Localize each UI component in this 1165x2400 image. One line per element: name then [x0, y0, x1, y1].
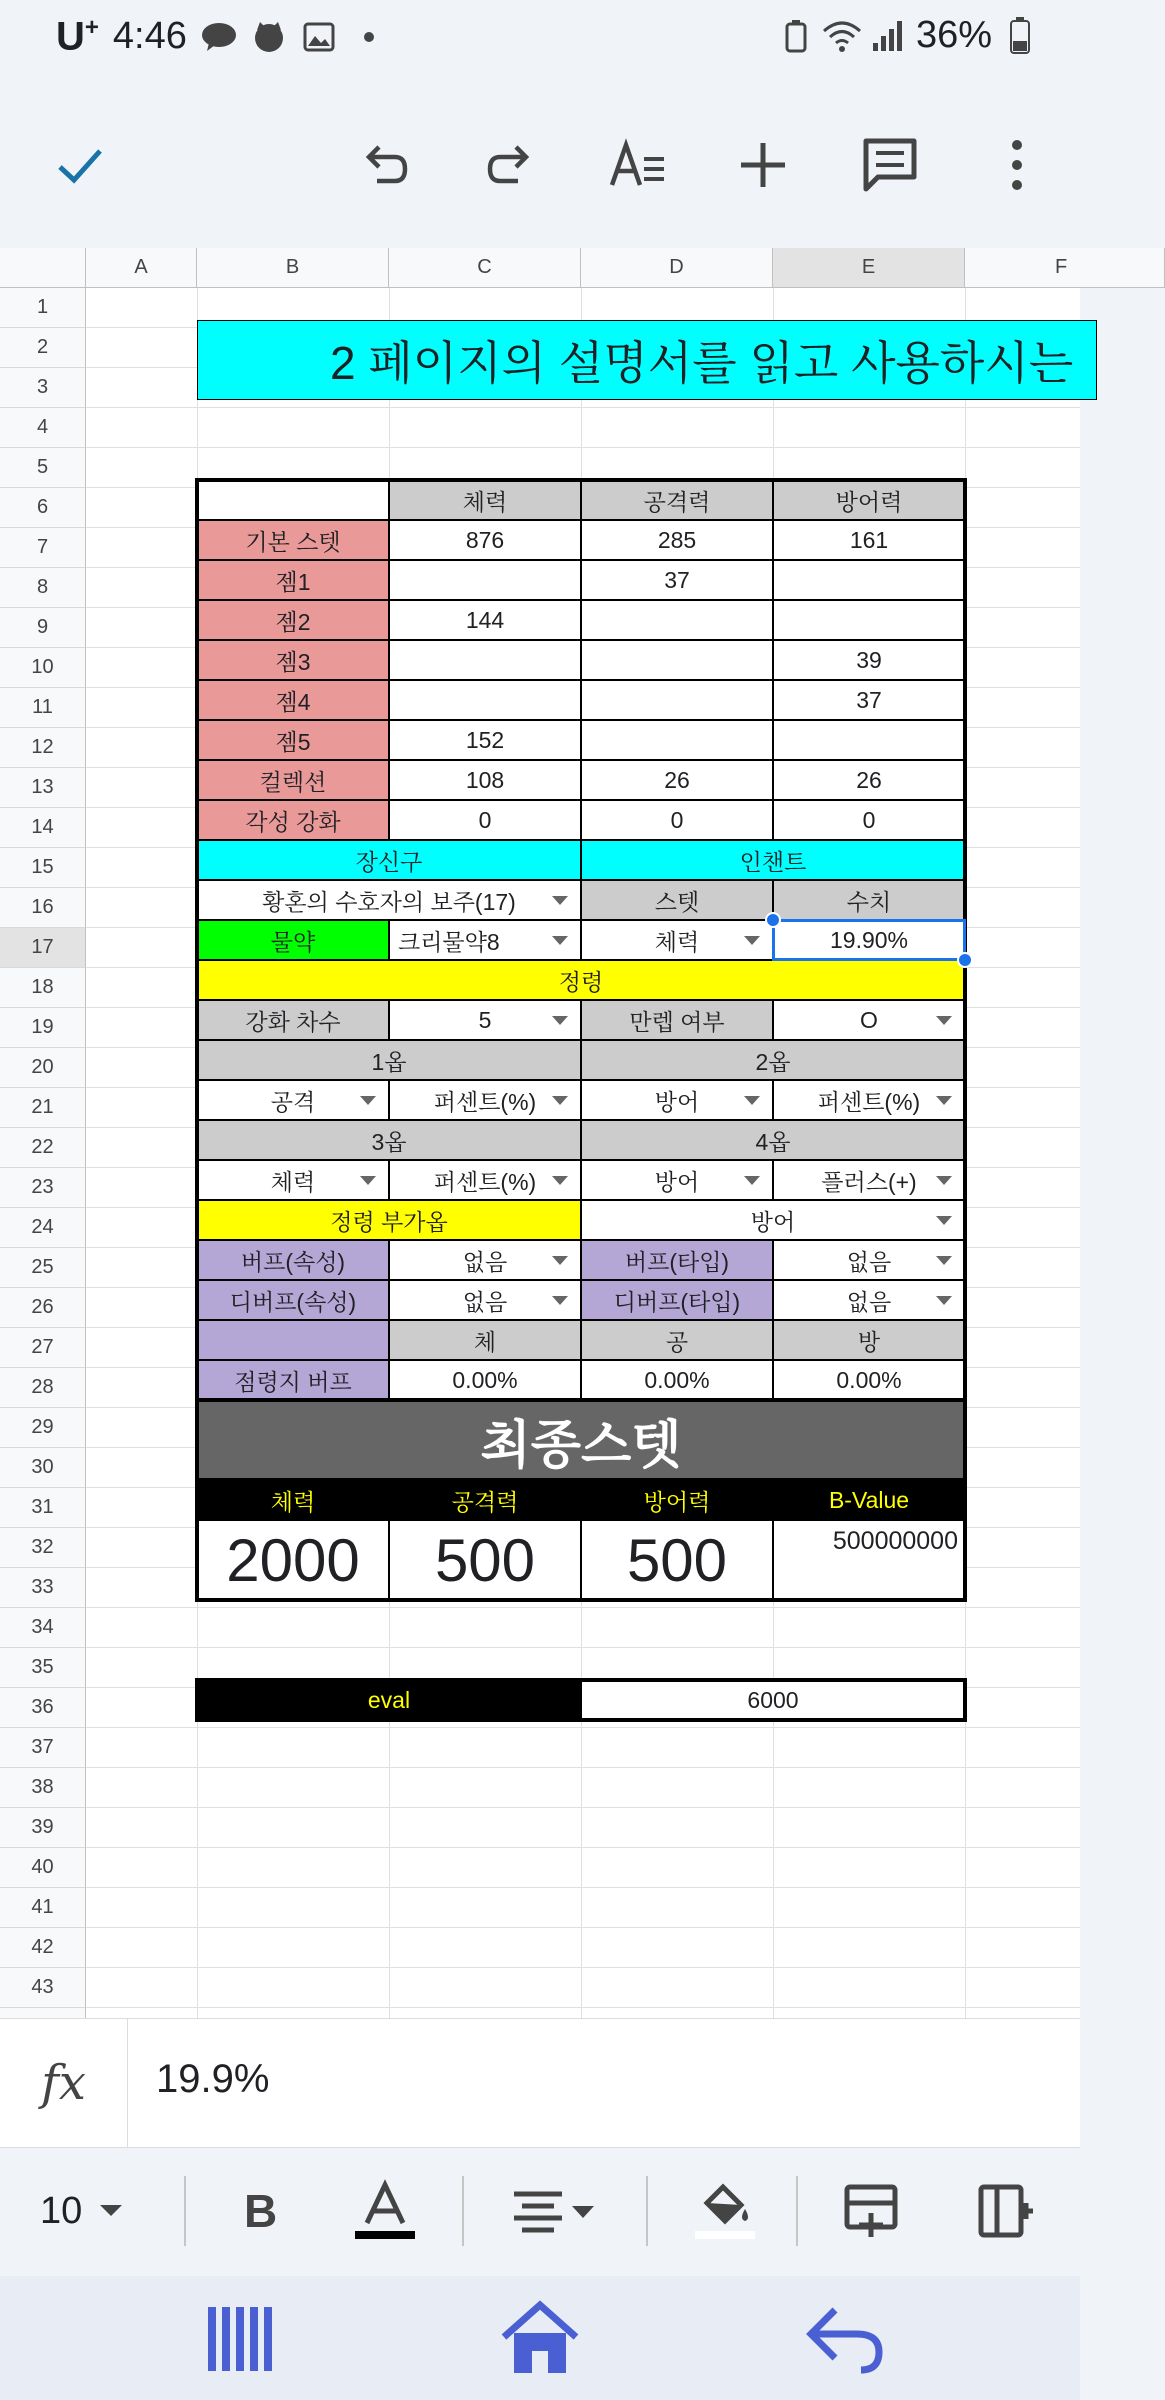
row-header-27[interactable]: 27: [0, 1328, 86, 1368]
separator: [646, 2176, 648, 2246]
row-header-26[interactable]: 26: [0, 1288, 86, 1328]
carrier-label: U+: [56, 14, 99, 59]
row-header-3[interactable]: 3: [0, 368, 86, 408]
undo-icon[interactable]: [340, 120, 430, 210]
opt2-type-dropdown[interactable]: 방어: [581, 1080, 773, 1120]
row-header-25[interactable]: 25: [0, 1248, 86, 1288]
occupation-atk[interactable]: 0.00%: [581, 1360, 773, 1400]
row-header-43[interactable]: 43: [0, 1968, 86, 2008]
debuff-attr-dropdown[interactable]: 없음: [389, 1280, 581, 1320]
debuff-type-label[interactable]: 디버프(타입): [581, 1280, 773, 1320]
grid-line: [86, 407, 1080, 408]
enchant-amount-cell[interactable]: 19.90%: [773, 920, 965, 960]
row-header-6[interactable]: 6: [0, 488, 86, 528]
row-header-16[interactable]: 16: [0, 888, 86, 928]
enhance-label[interactable]: 강화 차수: [197, 1000, 389, 1040]
opt3-mode-dropdown[interactable]: 퍼센트(%): [389, 1160, 581, 1200]
row-header-28[interactable]: 28: [0, 1368, 86, 1408]
cell-selection[interactable]: [772, 919, 966, 961]
stat-cell[interactable]: 152: [389, 720, 581, 760]
stat-row-label[interactable]: 젬1: [197, 560, 389, 600]
battery-icon: [1002, 18, 1038, 54]
svg-text:B: B: [244, 2185, 278, 2237]
column-header-e[interactable]: E: [773, 248, 965, 288]
separator: [796, 2176, 798, 2246]
opt1-header[interactable]: 1옵: [197, 1040, 581, 1080]
row-header-19[interactable]: 19: [0, 1008, 86, 1048]
row-header-33[interactable]: 33: [0, 1568, 86, 1608]
row-header-4[interactable]: 4: [0, 408, 86, 448]
stat-row-label[interactable]: 컬렉션: [197, 760, 389, 800]
spreadsheet-grid[interactable]: [0, 248, 1080, 2018]
final-header-atk[interactable]: 공격력: [389, 1480, 581, 1520]
row-header-12[interactable]: 12: [0, 728, 86, 768]
row-header-31[interactable]: 31: [0, 1488, 86, 1528]
stat-cell[interactable]: [581, 680, 773, 720]
grid-line: [86, 1807, 1080, 1808]
text-color-icon[interactable]: [340, 2166, 430, 2256]
gallery-notification-icon: [301, 19, 337, 55]
stat-cell[interactable]: [581, 600, 773, 640]
row-header-17[interactable]: 17: [0, 928, 86, 968]
grid-line: [965, 288, 966, 2018]
stat-header-empty[interactable]: [197, 480, 389, 520]
insert-row-icon[interactable]: [826, 2166, 916, 2256]
equipment-header[interactable]: 장신구: [197, 840, 581, 880]
eval-label[interactable]: eval: [197, 1680, 581, 1720]
opt1-type-dropdown[interactable]: 공격: [197, 1080, 389, 1120]
final-hp-value[interactable]: 2000: [197, 1520, 389, 1600]
row-header-20[interactable]: 20: [0, 1048, 86, 1088]
debuff-attr-label[interactable]: 디버프(속성): [197, 1280, 389, 1320]
battery-percent: 36%: [915, 14, 992, 56]
grid-line: [86, 1967, 1080, 1968]
row-header-8[interactable]: 8: [0, 568, 86, 608]
stat-cell[interactable]: [773, 560, 965, 600]
opt3-type-dropdown[interactable]: 체력: [197, 1160, 389, 1200]
stat-row-label[interactable]: 젬2: [197, 600, 389, 640]
opt4-header[interactable]: 4옵: [581, 1120, 965, 1160]
stat-cell[interactable]: [389, 560, 581, 600]
short-def-header[interactable]: 방: [773, 1320, 965, 1360]
stat-cell[interactable]: 161: [773, 520, 965, 560]
accessory-dropdown[interactable]: 황혼의 수호자의 보주(17): [197, 880, 581, 920]
stat-cell[interactable]: 39: [773, 640, 965, 680]
debuff-type-dropdown[interactable]: 없음: [773, 1280, 965, 1320]
grid-line: [86, 447, 1080, 448]
row-header-30[interactable]: 30: [0, 1448, 86, 1488]
wifi-icon: [824, 18, 860, 54]
stat-cell[interactable]: 108: [389, 760, 581, 800]
insert-column-icon[interactable]: [960, 2166, 1050, 2256]
column-header-c[interactable]: C: [389, 248, 581, 288]
stat-cell[interactable]: 26: [581, 760, 773, 800]
stat-cell[interactable]: [773, 600, 965, 640]
stat-header-atk[interactable]: 공격력: [581, 480, 773, 520]
row-header-10[interactable]: 10: [0, 648, 86, 688]
row-header-38[interactable]: 38: [0, 1768, 86, 1808]
add-icon[interactable]: [718, 120, 808, 210]
stat-cell[interactable]: 37: [773, 680, 965, 720]
row-header-2[interactable]: 2: [0, 328, 86, 368]
row-header-36[interactable]: 36: [0, 1688, 86, 1728]
font-size-value: 10: [40, 2189, 83, 2232]
grid-line: [86, 1847, 1080, 1848]
grid-line: [86, 1607, 1080, 1608]
selection-handle-start[interactable]: [765, 912, 781, 928]
row-header-41[interactable]: 41: [0, 1888, 86, 1928]
stat-row-label[interactable]: 각성 강화: [197, 800, 389, 840]
align-icon[interactable]: [500, 2166, 610, 2256]
potion-dropdown[interactable]: 크리물약8: [389, 920, 581, 960]
short-hp-header[interactable]: 체: [389, 1320, 581, 1360]
formula-input[interactable]: 19.9%: [156, 2057, 270, 2101]
formula-bar[interactable]: [0, 2018, 1080, 2148]
buff-type-dropdown[interactable]: 없음: [773, 1240, 965, 1280]
row-header-40[interactable]: 40: [0, 1848, 86, 1888]
enhance-dropdown[interactable]: 5: [389, 1000, 581, 1040]
grid-line: [86, 1647, 1080, 1648]
opt3-header[interactable]: 3옵: [197, 1120, 581, 1160]
stat-cell[interactable]: 0: [581, 800, 773, 840]
row-header-23[interactable]: 23: [0, 1168, 86, 1208]
enchant-stat-header[interactable]: 스텟: [581, 880, 773, 920]
opt2-header[interactable]: 2옵: [581, 1040, 965, 1080]
comment-icon[interactable]: [845, 120, 935, 210]
eval-value[interactable]: 6000: [581, 1680, 965, 1720]
buff-type-label[interactable]: 버프(타입): [581, 1240, 773, 1280]
stat-cell[interactable]: [389, 640, 581, 680]
column-header-f[interactable]: F: [965, 248, 1165, 288]
chevron-down-icon: [98, 2203, 124, 2219]
back-icon[interactable]: [795, 2294, 895, 2384]
row-header-42[interactable]: 42: [0, 1928, 86, 1968]
opt4-mode-dropdown[interactable]: 플러스(+): [773, 1160, 965, 1200]
text-format-icon[interactable]: [593, 120, 683, 210]
row-header-35[interactable]: 35: [0, 1648, 86, 1688]
stat-cell[interactable]: 144: [389, 600, 581, 640]
enchant-value-header[interactable]: 수치: [773, 880, 965, 920]
clock: 4:46: [112, 15, 187, 58]
battery-saver-icon: [778, 18, 814, 54]
selection-handle-end[interactable]: [957, 952, 973, 968]
row-header-37[interactable]: 37: [0, 1728, 86, 1768]
final-bvalue[interactable]: 500000000: [773, 1520, 965, 1600]
bold-icon[interactable]: [215, 2166, 305, 2256]
stat-cell[interactable]: [581, 640, 773, 680]
grid-line: [86, 1887, 1080, 1888]
occupation-label[interactable]: 점령지 버프: [197, 1360, 389, 1400]
stat-cell[interactable]: 37: [581, 560, 773, 600]
fill-color-icon[interactable]: [680, 2166, 770, 2256]
sheet-title-banner[interactable]: 2 페이지의 설명서를 읽고 사용하시는: [197, 320, 1097, 400]
column-header-a[interactable]: A: [86, 248, 197, 288]
row-header-34[interactable]: 34: [0, 1608, 86, 1648]
check-icon[interactable]: [35, 120, 125, 210]
stat-row-label[interactable]: 젬4: [197, 680, 389, 720]
grid-line: [86, 1727, 1080, 1728]
more-vert-icon[interactable]: [972, 120, 1062, 210]
bottom-navigation: [0, 2276, 1080, 2400]
row-header-29[interactable]: 29: [0, 1408, 86, 1448]
stat-cell[interactable]: 876: [389, 520, 581, 560]
recent-apps-icon[interactable]: [190, 2294, 290, 2384]
column-header-d[interactable]: D: [581, 248, 773, 288]
fx-icon: fx: [0, 2019, 128, 2147]
row-header-24[interactable]: 24: [0, 1208, 86, 1248]
row-header-39[interactable]: 39: [0, 1808, 86, 1848]
row-header-13[interactable]: 13: [0, 768, 86, 808]
maxlevel-label[interactable]: 만렙 여부: [581, 1000, 773, 1040]
spirit-header[interactable]: 정령: [197, 960, 965, 1000]
maxlevel-dropdown[interactable]: O: [773, 1000, 965, 1040]
talk-notification-icon: [201, 19, 237, 55]
row-header-11[interactable]: 11: [0, 688, 86, 728]
stat-header-def[interactable]: 방어력: [773, 480, 965, 520]
separator: [184, 2176, 186, 2246]
editor-toolbar: [0, 100, 1080, 230]
buff-attr-dropdown[interactable]: 없음: [389, 1240, 581, 1280]
app-notification-icon: [251, 19, 287, 55]
grid-line: [86, 1927, 1080, 1928]
enchant-header[interactable]: 인챈트: [581, 840, 965, 880]
stat-cell[interactable]: [581, 720, 773, 760]
occupation-blank[interactable]: [197, 1320, 389, 1360]
short-atk-header[interactable]: 공: [581, 1320, 773, 1360]
occupation-hp[interactable]: 0.00%: [389, 1360, 581, 1400]
enchant-stat-dropdown[interactable]: 체력: [581, 920, 773, 960]
stat-cell[interactable]: 26: [773, 760, 965, 800]
format-bar: [0, 2148, 1080, 2274]
occupation-def[interactable]: 0.00%: [773, 1360, 965, 1400]
home-icon[interactable]: [490, 2294, 590, 2384]
signal-icon: [870, 18, 906, 54]
row-header-21[interactable]: 21: [0, 1088, 86, 1128]
grid-line: [86, 1767, 1080, 1768]
opt1-mode-dropdown[interactable]: 퍼센트(%): [389, 1080, 581, 1120]
final-header-def[interactable]: 방어력: [581, 1480, 773, 1520]
stat-cell[interactable]: 0: [389, 800, 581, 840]
select-all-corner[interactable]: [0, 248, 86, 288]
stat-cell[interactable]: [389, 680, 581, 720]
spirit-extra-label[interactable]: 정령 부가옵: [197, 1200, 581, 1240]
stat-cell[interactable]: 0: [773, 800, 965, 840]
stat-cell[interactable]: 285: [581, 520, 773, 560]
stat-row-label[interactable]: 젬3: [197, 640, 389, 680]
stat-cell[interactable]: [773, 720, 965, 760]
dot-icon: [351, 19, 387, 55]
potion-label[interactable]: 물약: [197, 920, 389, 960]
row-header-9[interactable]: 9: [0, 608, 86, 648]
opt2-mode-dropdown[interactable]: 퍼센트(%): [773, 1080, 965, 1120]
row-header-32[interactable]: 32: [0, 1528, 86, 1568]
row-header-18[interactable]: 18: [0, 968, 86, 1008]
column-header-b[interactable]: B: [197, 248, 389, 288]
buff-attr-label[interactable]: 버프(속성): [197, 1240, 389, 1280]
stat-row-label[interactable]: 젬5: [197, 720, 389, 760]
row-header-15[interactable]: 15: [0, 848, 86, 888]
separator: [462, 2176, 464, 2246]
font-size-select[interactable]: [40, 2166, 150, 2256]
row-header-1[interactable]: 1: [0, 288, 86, 328]
final-def-value[interactable]: 500: [581, 1520, 773, 1600]
row-header-5[interactable]: 5: [0, 448, 86, 488]
stat-row-label[interactable]: 기본 스텟: [197, 520, 389, 560]
final-stats-banner[interactable]: 최종스텟: [197, 1400, 965, 1480]
stat-header-hp[interactable]: 체력: [389, 480, 581, 520]
row-header-14[interactable]: 14: [0, 808, 86, 848]
grid-line: [86, 2007, 1080, 2008]
opt4-type-dropdown[interactable]: 방어: [581, 1160, 773, 1200]
row-header-22[interactable]: 22: [0, 1128, 86, 1168]
status-bar: [0, 0, 1080, 80]
redo-icon[interactable]: [465, 120, 555, 210]
final-header-bvalue[interactable]: B-Value: [773, 1480, 965, 1520]
final-atk-value[interactable]: 500: [389, 1520, 581, 1600]
row-header-7[interactable]: 7: [0, 528, 86, 568]
spirit-extra-dropdown[interactable]: 방어: [581, 1200, 965, 1240]
final-header-hp[interactable]: 체력: [197, 1480, 389, 1520]
